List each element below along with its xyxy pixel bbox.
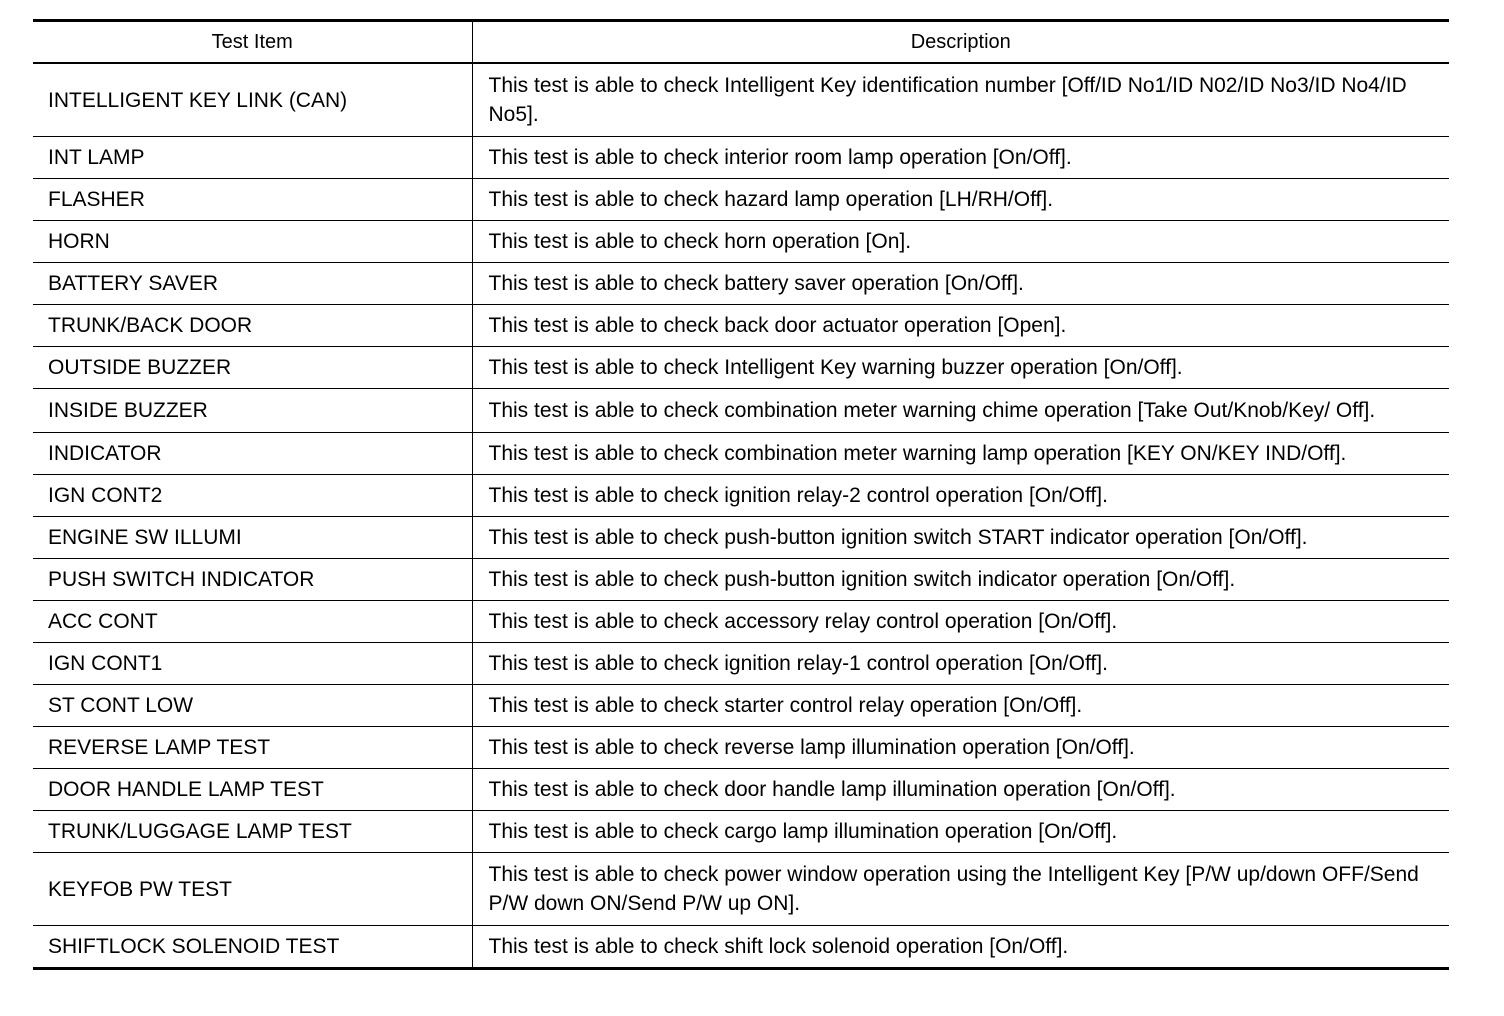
description-cell: This test is able to check combination meter warning lamp operation [KEY ON/KEY IND/Off]. [472,433,1449,475]
table-row [33,769,1449,811]
test-item-cell: IGN CONT1 [33,643,472,685]
table-row [33,926,1449,969]
table-row [33,685,1449,727]
test-item-cell: KEYFOB PW TEST [33,853,472,926]
test-item-cell: BATTERY SAVER [33,263,472,305]
test-item-cell: FLASHER [33,179,472,221]
table-row [33,263,1449,305]
description-cell: This test is able to check cargo lamp illumination operation [On/Off]. [472,811,1449,853]
test-item-cell: INDICATOR [33,433,472,475]
description-cell: This test is able to check interior room lamp operation [On/Off]. [472,137,1449,179]
test-item-cell: IGN CONT2 [33,475,472,517]
table-row [33,179,1449,221]
description-cell: This test is able to check Intelligent Key identification number [Off/ID No1/ID N02/ID No3/ID No4/ID No5]. [472,63,1449,137]
table-row [33,305,1449,347]
description-cell: This test is able to check horn operation [On]. [472,221,1449,263]
table-row [33,137,1449,179]
test-item-cell: HORN [33,221,472,263]
test-item-cell: ACC CONT [33,601,472,643]
description-cell: This test is able to check hazard lamp operation [LH/RH/Off]. [472,179,1449,221]
column-header-description: Description [472,21,1449,64]
description-cell: This test is able to check shift lock solenoid operation [On/Off]. [488,935,1069,958]
description-cell: This test is able to check push-button ignition switch START indicator operation [On/Off]. [472,517,1449,559]
description-cell: This test is able to check ignition relay-1 control operation [On/Off]. [472,643,1449,685]
table-header [33,21,1449,64]
test-item-cell: INT LAMP [33,137,472,179]
table-row [33,517,1449,559]
test-item-cell: REVERSE LAMP TEST [33,727,472,769]
table-row [33,433,1449,475]
table-row [33,811,1449,853]
test-item-cell: INSIDE BUZZER [33,389,472,433]
table-row [33,727,1449,769]
description-cell: This test is able to check door handle lamp illumination operation [On/Off]. [472,769,1449,811]
test-item-cell: TRUNK/LUGGAGE LAMP TEST [33,811,472,853]
table-row [33,347,1449,389]
test-item-cell: DOOR HANDLE LAMP TEST [33,769,472,811]
table-row [33,475,1449,517]
column-header-test-item: Test Item [33,21,472,64]
description-cell: This test is able to check Intelligent Key warning buzzer operation [On/Off]. [472,347,1449,389]
test-item-cell: SHIFTLOCK SOLENOID TEST [33,926,472,969]
description-cell: This test is able to check back door actuator operation [Open]. [472,305,1449,347]
header-row [33,21,1449,64]
table-row [33,221,1449,263]
table-row [33,601,1449,643]
table-row [33,853,1449,926]
table-row [33,389,1449,433]
table-row [33,63,1449,137]
test-item-cell: TRUNK/BACK DOOR [33,305,472,347]
description-cell: This test is able to check push-button ignition switch indicator operation [On/Off]. [472,559,1449,601]
test-item-cell: OUTSIDE BUZZER [33,347,472,389]
description-cell: This test is able to check accessory relay control operation [On/Off]. [472,601,1449,643]
test-item-cell: ST CONT LOW [33,685,472,727]
description-cell: This test is able to check power window operation using the Intelligent Key [P/W up/down OFF/Send P/W down ON/Send P/W up ON]. [472,853,1449,926]
test-item-cell: ENGINE SW ILLUMI [33,517,472,559]
table-row [33,559,1449,601]
test-item-cell: INTELLIGENT KEY LINK (CAN) [33,63,472,137]
table-body [33,63,1449,969]
description-cell: This test is able to check battery saver operation [On/Off]. [472,263,1449,305]
active-test-table [33,19,1449,970]
table-row [33,643,1449,685]
description-cell: This test is able to check starter control relay operation [On/Off]. [472,685,1449,727]
description-cell: This test is able to check ignition relay-2 control operation [On/Off]. [472,475,1449,517]
description-cell: This test is able to check reverse lamp illumination operation [On/Off]. [472,727,1449,769]
description-cell: This test is able to check combination meter warning chime operation [Take Out/Knob/Key/ Off]. [472,389,1449,433]
test-item-cell: PUSH SWITCH INDICATOR [33,559,472,601]
